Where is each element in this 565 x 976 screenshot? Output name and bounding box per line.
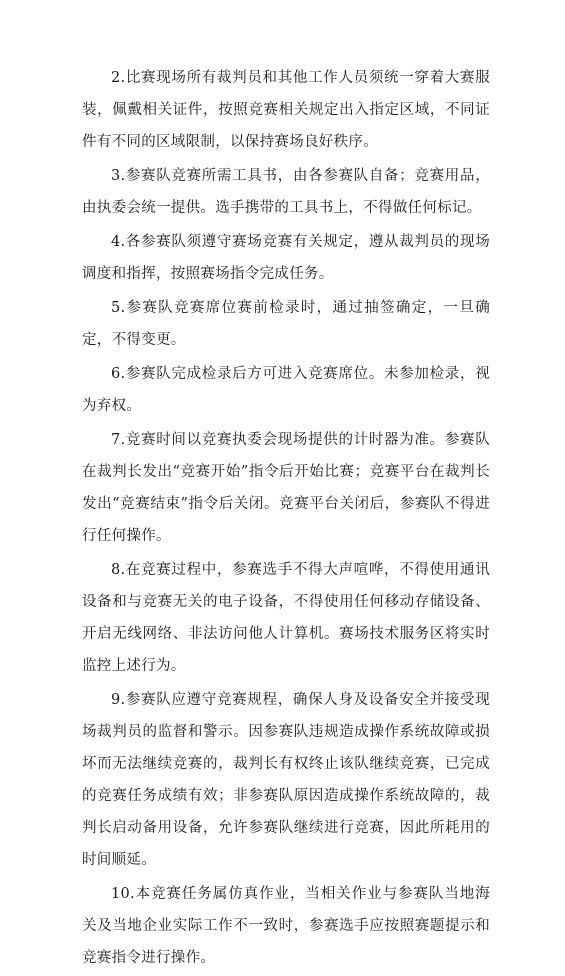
rule-paragraph-8: 8.在竞赛过程中，参赛选手不得大声喧哗，不得使用通讯设备和与竞赛无关的电子设备，不得使用任何移动存储设备、开启无线网络、非法访问他人计算机。赛场技术服务区将实时监控上述行为。	[82, 562, 490, 674]
rule-paragraph-2: 2.比赛现场所有裁判员和其他工作人员须统一穿着大赛服装，佩戴相关证件，按照竞赛相关规定出入指定区域，不同证件有不同的区域限制，以保持赛场良好秩序。	[82, 70, 490, 150]
rule-paragraph-4: 4.各参赛队须遵守赛场竞赛有关规定，遵从裁判员的现场调度和指挥，按照赛场指令完成任务。	[82, 234, 490, 282]
rule-paragraph-7: 7.竞赛时间以竞赛执委会现场提供的计时器为准。参赛队在裁判长发出“竞赛开始”指令后开始比赛；竞赛平台在裁判长发出“竞赛结束”指令后关闭。竞赛平台关闭后，参赛队不得进行任何操作。	[82, 432, 490, 544]
rule-paragraph-9: 9.参赛队应遵守竞赛规程，确保人身及设备安全并接受现场裁判员的监督和警示。因参赛队违规造成操作系统故障或损坏而无法继续竞赛的，裁判长有权终止该队继续竞赛，已完成的竞赛任务成绩有效；非参赛队原因造成操作系统故障的，裁判长启动备用设备，允许参赛队继续进行竞赛，因此所耗用的时间顺延。	[82, 692, 490, 868]
rule-paragraph-5: 5.参赛队竞赛席位赛前检录时，通过抽签确定，一旦确定，不得变更。	[82, 300, 490, 348]
rule-paragraph-10: 10.本竞赛任务属仿真作业，当相关作业与参赛队当地海关及当地企业实际工作不一致时，参赛选手应按照赛题提示和竞赛指令进行操作。	[82, 886, 490, 966]
rule-paragraph-6: 6.参赛队完成检录后方可进入竞赛席位。未参加检录，视为弃权。	[82, 366, 490, 414]
rule-paragraph-3: 3.参赛队竞赛所需工具书，由各参赛队自备；竞赛用品，由执委会统一提供。选手携带的工具书上，不得做任何标记。	[82, 168, 490, 216]
document-page	[82, 62, 490, 976]
